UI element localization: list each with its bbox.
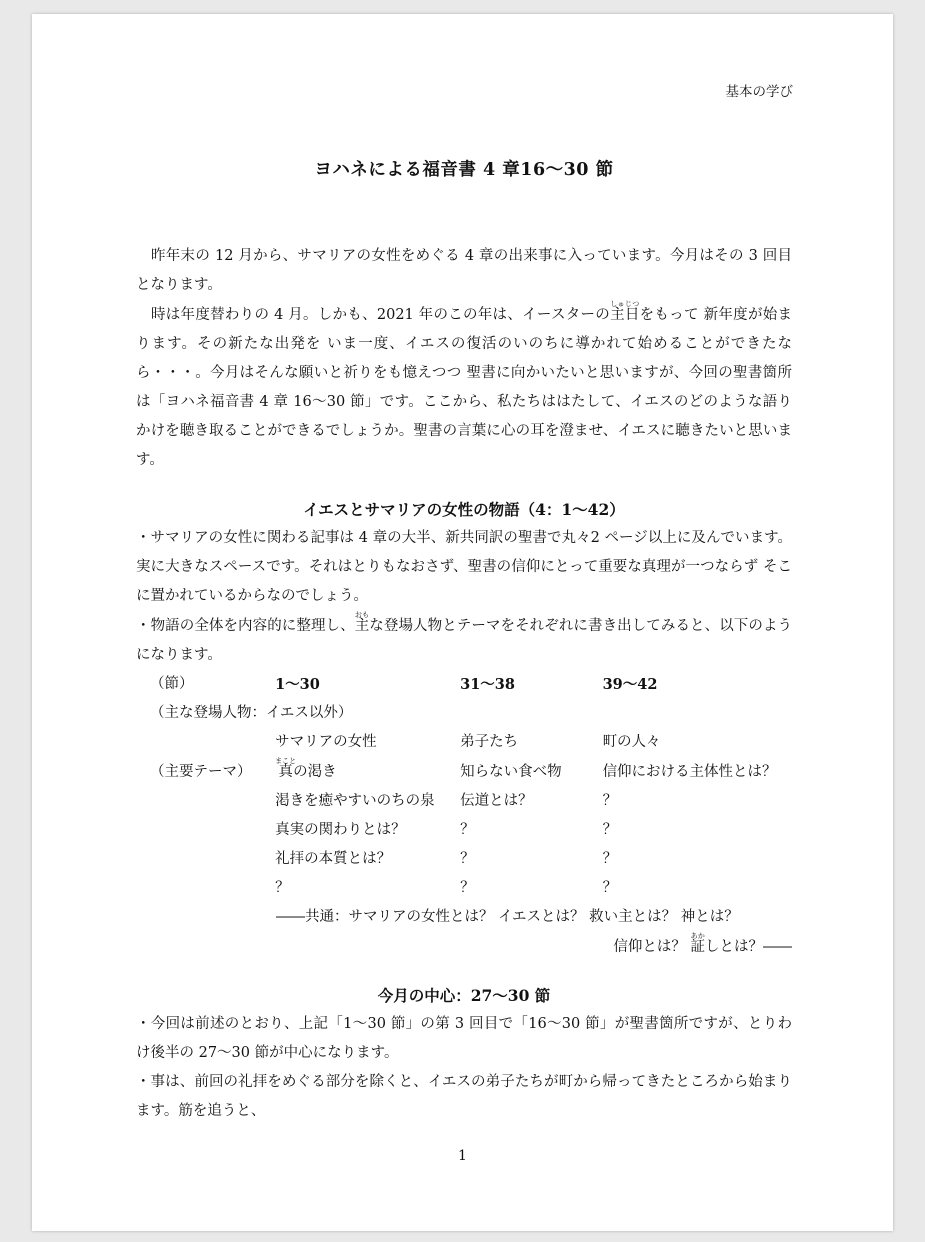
table-cell: 知らない食べ物 (460, 763, 562, 780)
table-cell (150, 874, 275, 903)
table-cell: （主な登場人物：イエス以外） (150, 705, 353, 721)
table-cell: 伝道とは？ (460, 793, 533, 809)
section-story (136, 495, 792, 962)
table-row (150, 787, 792, 816)
table-cell: 真実の関わりとは？ (275, 822, 406, 838)
bullet-paragraph: ・物語の全体を内容的に整理し、主おもな登場人物とテーマをそれぞれに書き出してみると、以下のようになります。 (136, 611, 793, 663)
section-focus (136, 981, 792, 1126)
common-theme-line-1: ――共通：サマリアの女性とは？ イエスとは？ 救い主とは？ 神とは？ (276, 909, 739, 925)
bullet-paragraph: ・サマリアの女性に関わる記事は 4 章の大半、新共同訳の聖書で丸々2 ページ以上に及んでいます。実に大きなスペースです。それはとりもなおさず、聖書の信仰にとって重要な真理が一つならず そこに置かれているからなのでしょう。 (136, 530, 792, 604)
table-cell: 信仰における主体性とは？ (602, 763, 777, 780)
table-cell: ？ (602, 822, 618, 838)
table-cell: 31〜38 (460, 676, 515, 693)
table-cell: 町の人々 (602, 734, 661, 750)
intro-paragraph-1: 昨年末の 12 月から、サマリアの女性をめぐる 4 章の出来事に入っています。今月はその 3 回目となります。 (136, 248, 792, 293)
table-cell: 渇きを癒やすいのちの泉 (275, 793, 435, 809)
page-number: 1 (458, 1148, 467, 1164)
bullet-paragraph: ・今回は前述のとおり、上記「1〜30 節」の第 3 回目で「16〜30 節」が聖書箇所ですが、とりわけ後半の 27〜30 節が中心になります。 (136, 1016, 792, 1061)
table-cell: ？ (460, 822, 475, 838)
table-cell: ？ (460, 880, 475, 896)
table-cell (150, 845, 275, 874)
table-cell: 弟子たち (460, 734, 519, 750)
table-cell (150, 787, 275, 816)
table-cell: （主要テーマ） (150, 763, 252, 780)
header-label: 基本の学び (725, 84, 793, 100)
table-row (150, 757, 792, 787)
table-cell: （節） (150, 676, 194, 692)
table-cell: 1〜30 (275, 676, 320, 693)
table-cell: ？ (602, 793, 618, 809)
table-cell: サマリアの女性 (275, 734, 377, 750)
section-heading: 今月の中心：27〜30 節 (377, 986, 551, 1005)
table-row (150, 670, 792, 699)
bullet-paragraph: ・事は、前回の礼拝をめぐる部分を除くと、イエスの弟子たちが町から帰ってきたところから始まります。筋を追うと、 (136, 1074, 792, 1119)
table-cell: ？ (460, 851, 475, 867)
page-title: ヨハネによる福音書 4 章16〜30 節 (314, 160, 614, 180)
table-cell (150, 728, 275, 757)
theme-table (150, 670, 792, 903)
table-cell: ？ (275, 880, 290, 896)
table-cell: 真まことの渇き (275, 757, 337, 780)
intro-section (136, 242, 792, 475)
document-page (32, 14, 893, 1231)
table-row (150, 728, 792, 757)
common-theme-line-2: 信仰とは？ 証あかしとは？―― (613, 932, 792, 955)
table-cell (150, 816, 275, 845)
table-cell: 39〜42 (602, 676, 658, 693)
table-row (150, 874, 792, 903)
table-cell: ？ (602, 851, 618, 867)
table-row (150, 699, 792, 728)
table-cell: ？ (602, 880, 618, 896)
table-row (150, 816, 792, 845)
table-cell: 礼拝の本質とは？ (275, 851, 392, 867)
intro-paragraph-2: 時は年度替わりの 4 月。しかも、2021 年のこの年は、イースターの主日しゅじつをもって 新年度が始まります。その新たな出発を いま一度、イエスの復活のいのちに導かれて始めることができたなら・・・。今月はそんな願いと祈りをも憶えつつ 聖書に向かいたいと思いますが、今回の聖書箇所は「ヨハネ福音書 4 章 16〜30 節」です。ここから、私たちははたして、イエスのどのような語りかけを聴き取ることができるでしょうか。聖書の言葉に心の耳を澄ませ、イエスに聴きたいと思います。 (136, 300, 793, 468)
section-heading: イエスとサマリアの女性の物語（4：1〜42） (303, 500, 625, 519)
table-row (150, 845, 792, 874)
